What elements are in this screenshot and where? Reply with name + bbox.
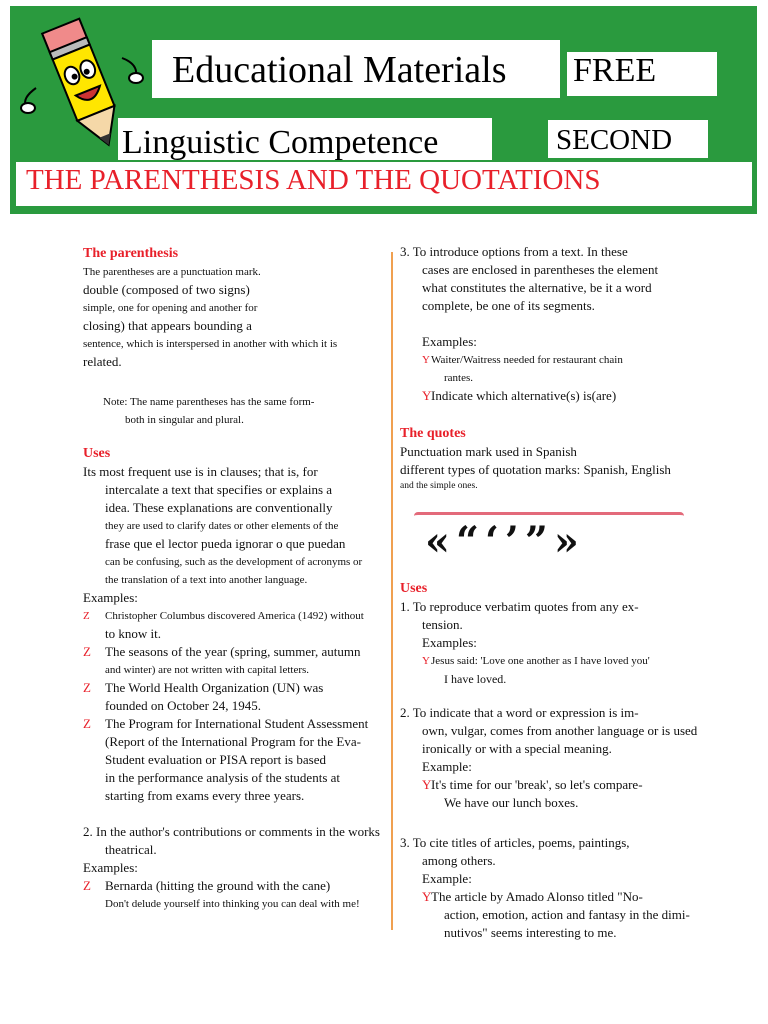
example-item-cont: rantes. — [444, 372, 474, 384]
q2-line: own, vulgar, comes from another language or is used — [422, 723, 698, 738]
use2-line: 2. In the author's contributions or comments in the works — [83, 824, 380, 839]
example-item-cont: and winter) are not written with capital letters. — [105, 664, 310, 676]
bullet-icon: Y — [422, 388, 432, 403]
uses-heading: Uses — [400, 581, 428, 596]
example-item: YJesus said: 'Love one another as I have loved you' — [400, 652, 720, 670]
note-line: Note: The name parentheses has the same form- — [103, 396, 315, 408]
example-item-cont: nutivos" seems interesting to me. — [444, 925, 617, 940]
examples-label: Examples: — [83, 860, 138, 875]
example-item: Z The seasons of the year (spring, summer, autumn — [83, 644, 361, 659]
example-item-cont: founded on October 24, 1945. — [105, 698, 261, 713]
use3-line: what constitutes the alternative, be it a word — [422, 280, 652, 295]
quotes-intro-line: Punctuation mark used in Spanish — [400, 444, 577, 459]
intro-line: simple, one for opening and another for — [83, 302, 258, 314]
examples-label: Examples: — [422, 635, 477, 650]
use1-line: intercalate a text that specifies or explains a — [105, 482, 333, 497]
example-item-cont: I have loved. — [444, 672, 507, 686]
uses-heading: Uses — [83, 446, 111, 461]
examples-label: Examples: — [422, 334, 477, 349]
topic-title: THE PARENTHESIS AND THE QUOTATIONS — [26, 164, 601, 196]
quotes-heading: The quotes — [400, 426, 466, 441]
use1-line: can be confusing, such as the development of acronyms or — [105, 556, 363, 568]
example-item: Z Christopher Columbus discovered America (1492) without — [83, 607, 388, 625]
bullet-icon: Y — [422, 655, 430, 667]
example-item-cont: action, emotion, action and fantasy in the dimi- — [444, 907, 690, 922]
example-item-cont: We have our lunch boxes. — [444, 795, 579, 810]
example-item-cont: (Report of the International Program for the Eva- — [105, 734, 361, 749]
bullet-icon: Y — [422, 777, 432, 792]
example-item: YWaiter/Waitress needed for restaurant chain — [400, 351, 720, 369]
example-item-cont: in the performance analysis of the students at — [105, 770, 341, 785]
subject-label: Linguistic Competence — [122, 124, 439, 161]
use3-line: complete, be one of its segments. — [422, 298, 595, 313]
q3-line: 3. To cite titles of articles, poems, paintings, — [400, 835, 630, 850]
note-line: both in singular and plural. — [125, 414, 244, 426]
quote-marks-display: «“‘’”» — [425, 518, 585, 565]
use3-line: 3. To introduce options from a text. In these — [400, 244, 628, 259]
example-item: YIt's time for our 'break', so let's compare- — [422, 777, 643, 792]
level-label: SECOND — [556, 124, 673, 156]
example-item-cont: starting from exams every three years. — [105, 788, 305, 803]
right-column-lower — [400, 580, 720, 942]
example-item: Z The Program for International Student Assessment — [83, 716, 369, 731]
intro-line: The parentheses are a punctuation mark. — [83, 266, 261, 278]
intro-line: sentence, which is interspersed in another with which it is — [83, 338, 338, 350]
bullet-icon: Z — [83, 644, 91, 659]
parenthesis-heading: The parenthesis — [83, 246, 179, 261]
example-item: YThe article by Amado Alonso titled "No- — [422, 889, 643, 904]
examples-label: Example: — [422, 871, 472, 886]
free-label: FREE — [573, 52, 657, 89]
left-column — [83, 245, 388, 913]
q2-line: ironically or with a special meaning. — [422, 741, 612, 756]
column-divider — [391, 252, 393, 930]
page-title: Educational Materials — [172, 49, 507, 91]
use1-line: idea. These explanations are conventionally — [105, 500, 333, 515]
examples-label: Examples: — [83, 590, 138, 605]
intro-line: closing) that appears bounding a — [83, 318, 252, 333]
example-item: Z Bernarda (hitting the ground with the cane) — [83, 878, 331, 893]
intro-line: double (composed of two signs) — [83, 282, 250, 297]
use1-line: Its most frequent use is in clauses; that is, for — [83, 464, 318, 479]
bullet-icon: Z — [83, 610, 90, 622]
use2-line: theatrical. — [105, 842, 157, 857]
bullet-icon: Z — [83, 716, 91, 731]
example-item: Z The World Health Organization (UN) was — [83, 680, 324, 695]
bullet-icon: Z — [83, 878, 91, 893]
bullet-icon: Y — [422, 354, 430, 366]
examples-label: Example: — [422, 759, 472, 774]
q3-line: among others. — [422, 853, 496, 868]
q1-line: 1. To reproduce verbatim quotes from any ex- — [400, 599, 639, 614]
use1-line: the translation of a text into another language. — [105, 574, 308, 586]
right-column — [400, 243, 720, 493]
use1-line: they are used to clarify dates or other elements of the — [105, 520, 339, 532]
example-item-cont: Don't delude yourself into thinking you can deal with me! — [105, 898, 360, 910]
quotes-intro-line: and the simple ones. — [400, 481, 478, 491]
quotes-intro-line: different types of quotation marks: Spanish, English — [400, 462, 671, 477]
intro-line: related. — [83, 354, 122, 369]
example-item-cont: to know it. — [105, 626, 161, 641]
q2-line: 2. To indicate that a word or expression is im- — [400, 705, 639, 720]
bullet-icon: Z — [83, 680, 91, 695]
bullet-icon: Y — [422, 889, 432, 904]
example-item: YIndicate which alternative(s) is(are) — [422, 388, 617, 403]
use3-line: cases are enclosed in parentheses the element — [422, 262, 659, 277]
use1-line: frase que el lector pueda ignorar o que puedan — [105, 536, 346, 551]
q1-line: tension. — [422, 617, 463, 632]
example-item-cont: Student evaluation or PISA report is based — [105, 752, 326, 767]
